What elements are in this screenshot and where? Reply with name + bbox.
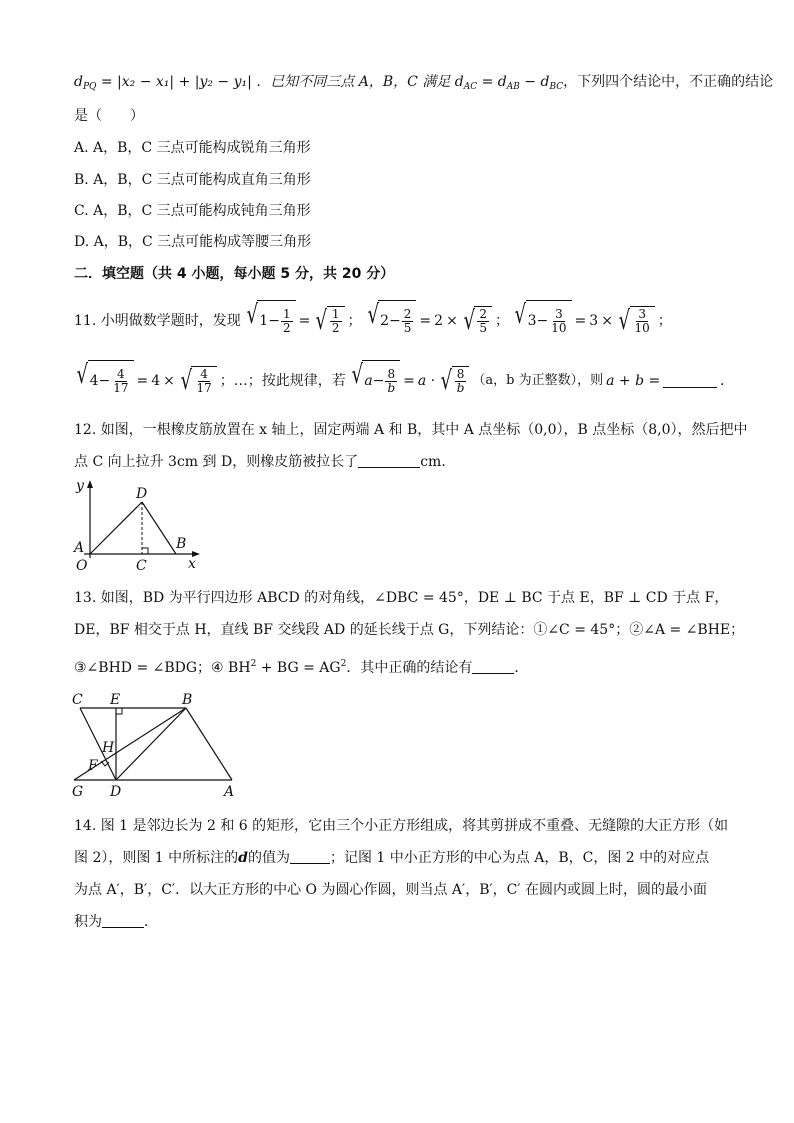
label-f: F xyxy=(88,758,98,774)
q13-line1: 13. 如图，BD 为平行四边形 ABCD 的对角线，∠DBC = 45°，DE ⊥ BC 于点 E，BF ⊥ CD 于点 F， xyxy=(74,590,729,606)
q11-answer-blank[interactable] xyxy=(663,373,717,388)
label-o: O xyxy=(76,558,88,574)
q13-answer-blank[interactable] xyxy=(472,659,514,674)
label-y: y xyxy=(76,478,84,494)
q11-line2: √ 4 − $\frac{4}{17}$ = 4 × √ $\frac{4}{17}$ ；…；按此规律，若 √ a − $\frac{8}{b}$ = a · √ $\frac{8}{b}$ （a，b 为正整数），则 a + b = ． xyxy=(74,360,734,401)
right-angle-mark xyxy=(142,548,148,554)
q14-line3: 为点 A′，B′，C′．以大正方形的中心 O 为圆心作圆，则当点 A′，B′，C′ 在圆内或圆上时，圆的最小面 xyxy=(74,882,708,898)
label-d: D xyxy=(136,486,148,502)
q11-intro: 11. 小明做数学题时，发现 xyxy=(74,312,241,329)
label-e: E xyxy=(110,692,121,708)
label-a: A xyxy=(224,784,235,800)
sqrt-9: √ a − $\frac{8}{b}$ xyxy=(349,360,400,401)
sqrt-3: √ 2 − $\frac{2}{5}$ xyxy=(365,300,417,341)
q12-figure xyxy=(70,476,210,576)
y-arrow-icon xyxy=(87,480,93,488)
q10-option-a: A. A，B，C 三点可能构成锐角三角形 xyxy=(74,140,311,156)
sub-ab: AB xyxy=(506,82,520,92)
q10-line2: 是（ ） xyxy=(74,108,144,124)
q10-text: = |x₂ − x₁| + |y₂ − y₁| ．已知不同三点 A，B，C 满足 d xyxy=(96,74,464,90)
sqrt-6: √ $\frac{3}{10}$ xyxy=(616,306,655,336)
sqrt-1: √ 1 − $\frac{1}{2}$ xyxy=(244,300,296,341)
sub-ac: AC xyxy=(463,82,478,92)
segment-bd xyxy=(116,708,186,780)
label-a: A xyxy=(74,540,85,556)
label-b: B xyxy=(176,536,187,552)
q10-option-d: D. A，B，C 三点可能构成等腰三角形 xyxy=(74,234,312,250)
sqrt-2: √ $\frac{1}{2}$ xyxy=(313,306,344,336)
q14-line2: 图 2），则图 1 中所标注的d的值为 ；记图 1 中小正方形的中心为点 A，B，C，图 2 中的对应点 xyxy=(74,850,710,866)
sqrt-5: √ 3 − $\frac{3}{10}$ xyxy=(512,300,572,341)
q13-line3: ③∠BHD = ∠BDG；④ $BH^2$ + BG = $AG^2$．其中正确的结论有 ． xyxy=(74,659,529,676)
right-angle-f xyxy=(101,761,109,766)
sqrt-10: √ $\frac{8}{b}$ xyxy=(438,366,469,396)
segment-ad xyxy=(90,502,142,554)
segment-ba xyxy=(186,708,232,780)
label-c: C xyxy=(72,692,83,708)
q11-line1: 11. 小明做数学题时，发现 √ 1 − $\frac{1}{2}$ = √ $\frac{1}{2}$ ； √ 2 − $\frac{2}{5}$ = 2 × √ $\frac{2}{5}$ ； √ 3 − $\frac{3}{10}$ = 3 × √ $\frac{3}{10}$ ； xyxy=(74,300,734,341)
label-c: C xyxy=(136,558,147,574)
sqrt-7: √ 4 − $\frac{4}{17}$ xyxy=(74,360,134,401)
q13-line2: DE，BF 相交于点 H，直线 BF 交线段 AD 的延长线于点 G，下列结论：①∠C = 45°；②∠A = ∠BHE； xyxy=(74,622,745,638)
q10-minus: − d xyxy=(519,74,550,90)
q14-answer-blank-1[interactable] xyxy=(290,849,330,864)
label-b: B xyxy=(182,692,193,708)
right-angle-e xyxy=(116,708,122,714)
label-d: D xyxy=(110,784,122,800)
q14-answer-blank-2[interactable] xyxy=(102,913,144,928)
formula-sub: PQ xyxy=(82,82,97,92)
q10-tail: ，下列四个结论中，不正确的结论 xyxy=(563,74,774,90)
q14-line4: 积为 ． xyxy=(74,914,158,930)
q10-option-c: C. A，B，C 三点可能构成钝角三角形 xyxy=(74,203,311,219)
q10-eq: = d xyxy=(477,74,507,90)
label-h: H xyxy=(102,740,115,756)
formula-d: d xyxy=(74,74,83,90)
q10-option-b: B. A，B，C 三点可能构成直角三角形 xyxy=(74,172,311,188)
q12-line1: 12. 如图，一根橡皮筋放置在 x 轴上，固定两端 A 和 B，其中 A 点坐标（0,0），B 点坐标（8,0），然后把中 xyxy=(74,422,748,438)
sub-bc: BC xyxy=(549,82,564,92)
q13-figure xyxy=(68,690,248,802)
label-x: x xyxy=(188,556,196,572)
sqrt-8: √ $\frac{4}{17}$ xyxy=(178,366,217,396)
q14-line1: 14. 图 1 是邻边长为 2 和 6 的矩形，它由三个小正方形组成，将其剪拼成不重叠、无缝隙的大正方形（如 xyxy=(74,818,729,834)
segment-db xyxy=(142,502,176,554)
q10-line1 xyxy=(74,72,774,97)
label-g: G xyxy=(72,784,84,800)
q12-answer-blank[interactable] xyxy=(358,453,420,468)
section-title: 二．填空题（共 4 小题，每小题 5 分，共 20 分） xyxy=(74,266,395,282)
sqrt-4: √ $\frac{2}{5}$ xyxy=(461,306,492,336)
q12-line2: 点 C 向上拉升 3cm 到 D，则橡皮筋被拉长了 cm. xyxy=(74,454,446,470)
